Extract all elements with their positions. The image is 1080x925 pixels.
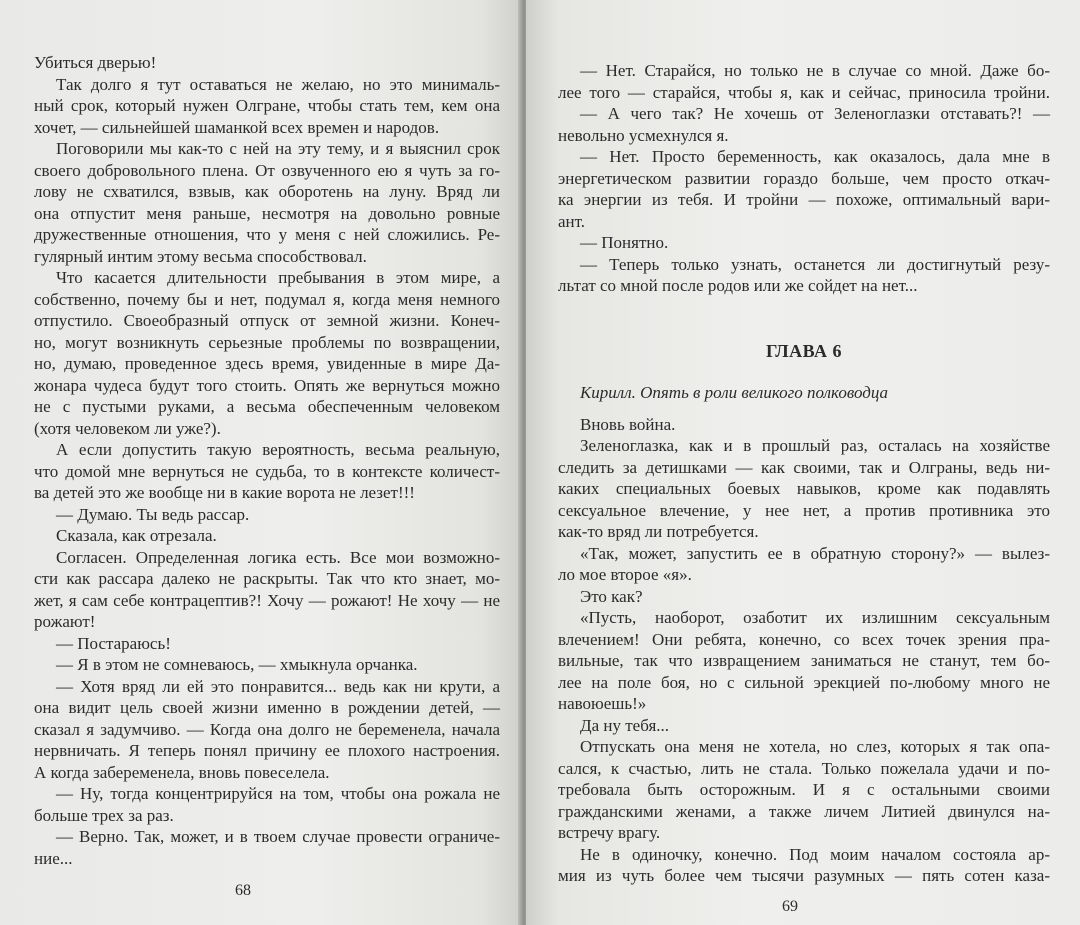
text-line: ние...: [34, 848, 73, 868]
text-line: ант.: [558, 211, 586, 231]
text-line: энергетическом развитии гораздо больше, чем просто откач-: [558, 168, 1050, 188]
text-line: — Нет. Старайся, но только не в случае со мной. Даже бо-: [580, 61, 1050, 80]
text-line: — Нет. Просто беременность, как оказалось, дала мне в: [580, 147, 1050, 166]
text-line: каких специальных боевых навыков, кроме как подавлять: [558, 479, 1050, 498]
text-line: Зеленоглазка, как и в прошлый раз, осталась на хозяйстве: [580, 436, 1050, 455]
text-line: Что касается длительности пребывания в этом мире, а: [56, 268, 500, 287]
text-line: сексуальное влечение, у нее нет, а против противника это: [558, 500, 1050, 520]
left-page: [0, 0, 522, 925]
text-line: дружественные отношения, что у меня с ней сложились. Ре-: [34, 225, 500, 244]
text-line: А если допустить такую вероятность, весьма реальную,: [56, 440, 500, 459]
text-line: «Пусть, наоборот, озаботит их излишним сексуальным: [580, 608, 1050, 627]
text-line: — Я в этом не сомневаюсь, — хмыкнула орчанка.: [56, 655, 418, 674]
text-line: — А чего так? Не хочешь от Зеленоглазки отставать?! —: [580, 104, 1050, 123]
text-line: своего добровольного плена. От озвученного ею я чуть за го-: [34, 160, 500, 180]
text-line: невольно усмехнулся я.: [558, 125, 729, 145]
page-number-left: 68: [235, 882, 251, 899]
right-page-text-after: [558, 414, 1050, 887]
text-line: она видит цель своей жизни именно в рождении детей, —: [34, 698, 500, 717]
text-line: навоюешь!»: [558, 694, 647, 713]
text-line: гражданскими женами, а также личем Литией двинулся на-: [558, 801, 1050, 821]
text-line: Вновь война.: [580, 414, 676, 434]
text-line: гулярный интим этому весьма способствовал.: [34, 246, 367, 266]
text-line: Так долго я тут оставаться не желаю, но это минималь-: [56, 74, 500, 94]
text-line: вильные, так что извращением заниматься не станут, тем бо-: [558, 651, 1050, 670]
text-line: ный срок, который нужен Олгране, чтобы стать тем, кем она: [34, 96, 500, 115]
text-line: не с пустыми руками, а весьма обеспеченным человеком: [34, 397, 500, 416]
text-line: — Верно. Так, может, и в твоем случае провести ограниче-: [56, 827, 500, 846]
text-line: встречу врагу.: [558, 823, 661, 842]
text-line: хочет, — сильнейшей шаманкой всех времен и народов.: [34, 117, 440, 137]
text-line: следить за детишками — как своими, так и Олграны, ведь ни-: [558, 457, 1050, 477]
text-line: Да ну тебя...: [580, 715, 670, 735]
text-line: собственно, почему бы и нет, подумал я, когда меня немного: [34, 289, 500, 309]
text-line: жет, я сам себе контрацептив?! Хочу — рожают! Не хочу — не: [34, 590, 500, 610]
text-line: сался, к счастью, лить не стала. Только пожелала удачи и по-: [558, 758, 1050, 778]
text-line: — Хотя вряд ли ей это понравится... ведь как ни крути, а: [56, 676, 500, 696]
text-line: больше трех за раз.: [34, 805, 174, 825]
text-line: Это как?: [580, 586, 643, 606]
text-line: жонара чудеса будут того стоить. Опять же вернуться можно: [34, 375, 500, 395]
text-line: — Ну, тогда концентрируйся на том, чтобы она рожала не: [56, 784, 500, 803]
chapter-title: ГЛАВА 6: [765, 340, 843, 361]
text-line: Согласен. Определенная логика есть. Все мои возможно-: [56, 547, 500, 567]
text-line: отпустило. Своеобразный отпуск от земной жизни. Конеч-: [34, 311, 500, 330]
text-line: требовала быть осторожным. И я с остальными своими: [558, 780, 1050, 799]
text-line: что домой мне вернуться не судьба, то в контексте количест-: [34, 461, 500, 481]
text-line: но, могут возникнуть серьезные проблемы по возвращении,: [34, 332, 500, 352]
chapter-subtitle: Кирилл. Опять в роли великого полководца: [580, 382, 889, 402]
left-page-text: [34, 52, 500, 869]
text-line: Поговорили мы как-то с ней на эту тему, и я выяснил срок: [56, 139, 500, 158]
right-page-text-before: [558, 60, 1050, 297]
text-line: (хотя человеком ли уже?).: [34, 418, 221, 438]
text-line: сти как рассара далеко не раскрыты. Так что кто знает, мо-: [34, 569, 500, 588]
text-line: влечением! Они ребята, конечно, со всех точек зрения пра-: [558, 629, 1050, 649]
text-line: сказал я задумчиво. — Когда она долго не беременела, начала: [34, 719, 500, 739]
text-line: — Понятно.: [580, 233, 669, 252]
text-line: ло мое второе «я».: [558, 565, 692, 584]
text-line: Убиться дверью!: [34, 53, 157, 72]
text-line: ка энергии из тебя. И тройни — похоже, оптимальный вари-: [558, 190, 1050, 209]
text-line: она отпустит меня раньше, несмотря на довольно ровные: [34, 203, 500, 223]
text-line: льтат со мной после родов или же сойдет на нет...: [558, 276, 918, 295]
text-line: — Думаю. Ты ведь рассар.: [56, 504, 250, 524]
text-line: Отпускать она меня не хотела, но слез, которых я так опа-: [580, 737, 1050, 756]
text-line: рожают!: [34, 612, 96, 631]
text-line: А когда забеременела, вновь повеселела.: [34, 762, 330, 782]
text-line: Не в одиночку, конечно. Под моим началом состояла ар-: [580, 844, 1050, 864]
text-line: но, думаю, проведенное здесь время, увиденные в мире Да-: [34, 354, 500, 373]
text-line: лее на поле боя, но с сильной эрекцией по-любому много не: [558, 672, 1050, 692]
text-line: мия из чуть более чем тысячи разумных — пять сотен каза-: [558, 866, 1050, 885]
text-line: лову не схватился, взвыв, как оборотень на луну. Вряд ли: [34, 182, 500, 201]
page-number-right: 69: [782, 898, 798, 915]
text-line: лее того — старайся, чтобы я, как и сейчас, приносила тройни.: [558, 82, 1050, 102]
text-line: нервничать. Я теперь понял причину ее плохого настроения.: [34, 741, 500, 760]
text-line: Сказала, как отрезала.: [56, 526, 217, 545]
right-page: [526, 0, 1080, 925]
text-line: как-то вряд ли потребуется.: [558, 522, 759, 541]
text-line: — Постараюсь!: [56, 633, 171, 653]
text-line: ва детей это же вообще ни в какие ворота не лезет!!!: [34, 483, 415, 502]
text-line: — Теперь только узнать, останется ли достигнутый резу-: [580, 254, 1050, 274]
text-line: «Так, может, запустить ее в обратную сторону?» — вылез-: [580, 543, 1050, 563]
